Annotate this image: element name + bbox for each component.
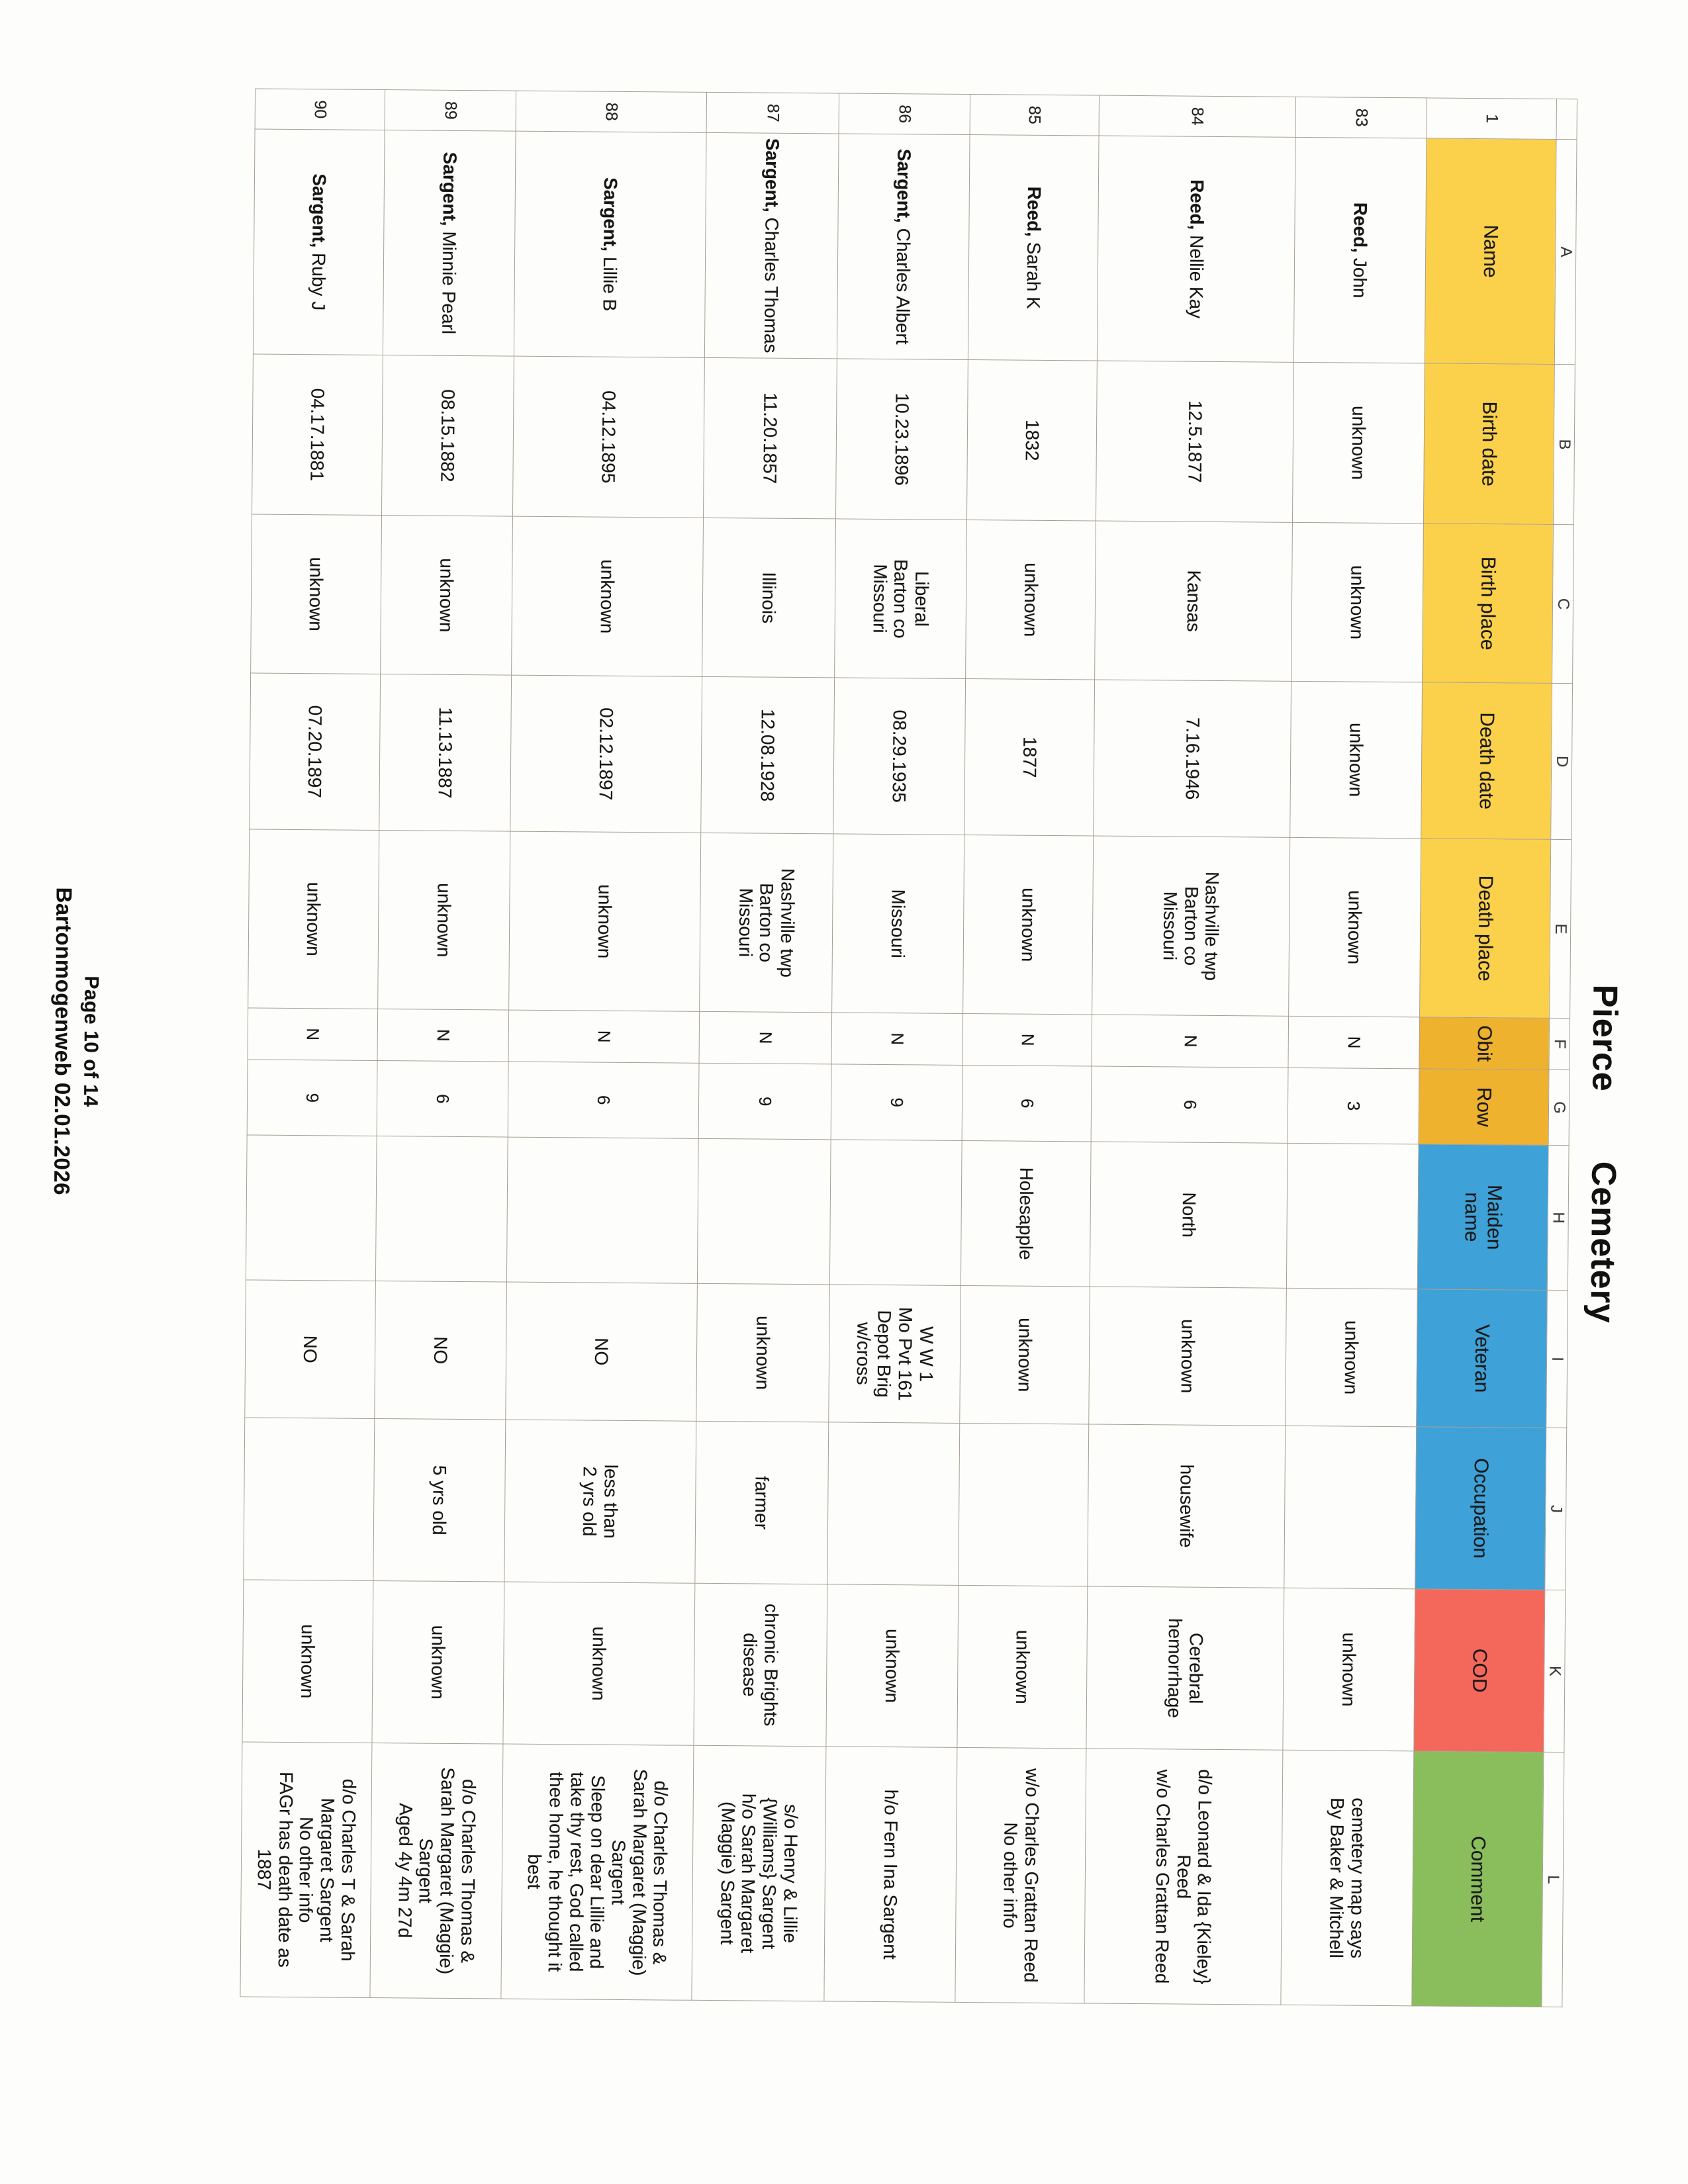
cell-birth_date: 12.5.1877 <box>1096 361 1293 523</box>
column-letter-A: A <box>1554 140 1577 365</box>
cell-birth_date: 1832 <box>966 360 1097 522</box>
cell-comment: w/o Charles Grattan Reed No other info <box>955 1748 1086 2004</box>
cell-comment: d/o Charles Thomas & Sarah Margaret (Maggie) Sargent Sleep on dear Lillie and take thy rest, God called thee home, he thought it best <box>500 1745 693 2001</box>
header-cell-maiden_name: Maiden name <box>1417 1144 1548 1291</box>
cell-cod: unknown <box>371 1581 504 1745</box>
cell-comment: s/o Henry & Lillie {Williams} Sargent h/o Sarah Margaret (Maggie) Sargent <box>691 1746 825 2002</box>
row-number-header: 1 <box>1427 97 1556 140</box>
column-letter-F: F <box>1548 1019 1570 1070</box>
header-cell-obit: Obit <box>1419 1017 1549 1070</box>
cell-death_place: unknown <box>508 832 700 1012</box>
cell-veteran: NO <box>505 1283 697 1422</box>
cell-death_place: unknown <box>1288 838 1421 1018</box>
cell-birth_place: Liberal Barton co Missouri <box>834 519 966 679</box>
cell-row: 9 <box>831 1064 962 1141</box>
cell-obit: N <box>1288 1017 1419 1069</box>
cell-maiden_name <box>246 1135 377 1281</box>
column-letter-B: B <box>1553 365 1575 525</box>
cell-birth_place: unknown <box>250 515 381 675</box>
cell-name: Reed, John <box>1293 138 1427 364</box>
cell-comment: h/o Fern Ina Sargent <box>823 1747 957 2003</box>
cell-obit: N <box>508 1011 700 1064</box>
header-cell-birth_date: Birth date <box>1423 363 1554 525</box>
cell-death_place: unknown <box>962 835 1093 1015</box>
cell-death_date: 02.12.1897 <box>510 676 702 833</box>
cell-comment: d/o Charles Thomas & Sarah Margaret (Maggie) Sargent Aged 4y 4m 27d <box>369 1743 502 1999</box>
header-cell-name: Name <box>1425 138 1556 365</box>
cell-name: Reed, Nellie Kay <box>1097 136 1295 363</box>
row-number: 87 <box>706 92 839 134</box>
header-cell-cod: COD <box>1413 1589 1544 1752</box>
cell-comment: d/o Charles T & Sarah Margaret Sargent No other info FAGr has death date as 1887 <box>240 1742 371 1998</box>
spreadsheet-sheet <box>0 87 1644 2025</box>
table-row-84 <box>1084 95 1295 2023</box>
row-number: 85 <box>970 94 1099 136</box>
column-letter-L: L <box>1541 1752 1564 2007</box>
table-body <box>240 89 1427 2024</box>
cell-cod: unknown <box>502 1582 694 1746</box>
header-cell-death_date: Death date <box>1421 682 1552 840</box>
row-number: 86 <box>839 93 970 135</box>
sheet-title <box>1582 984 1624 1324</box>
cell-cod: Cerebral hemorrhage <box>1086 1586 1284 1750</box>
header-cell-birth_place: Birth place <box>1422 523 1553 684</box>
cell-death_place: Nashville twp Barton co Missouri <box>1092 837 1289 1017</box>
cell-occupation <box>1284 1426 1416 1590</box>
cell-veteran: NO <box>374 1281 506 1420</box>
row-number: 84 <box>1099 95 1295 138</box>
cell-occupation: housewife <box>1087 1424 1285 1588</box>
cell-occupation <box>243 1418 374 1581</box>
cell-name: Sargent, Lillie B <box>514 132 706 358</box>
cell-cod: unknown <box>957 1586 1087 1749</box>
cell-occupation <box>827 1422 959 1586</box>
spreadsheet-table <box>240 89 1577 2025</box>
row-number: 88 <box>516 91 706 133</box>
cell-maiden_name <box>506 1138 698 1284</box>
cell-row: 9 <box>698 1064 831 1140</box>
table-row-86 <box>823 93 970 2019</box>
cell-row: 6 <box>377 1061 508 1138</box>
cell-row: 6 <box>962 1066 1092 1142</box>
cell-birth_place: Kansas <box>1094 522 1292 682</box>
table-row-88 <box>500 91 706 2018</box>
row-number: 83 <box>1295 97 1427 139</box>
cell-veteran: unknown <box>1088 1287 1286 1426</box>
column-letter-I: I <box>1546 1291 1568 1428</box>
cell-death_date: 1877 <box>964 679 1094 837</box>
cell-veteran: unknown <box>1285 1289 1417 1428</box>
cell-name: Sargent, Charles Thomas <box>704 133 839 359</box>
cell-birth_date: 08.15.1882 <box>381 355 514 517</box>
cell-row: 6 <box>508 1062 699 1139</box>
header-cell-occupation: Occupation <box>1415 1427 1546 1590</box>
cell-birth_place: unknown <box>1291 523 1423 683</box>
table-row-83 <box>1280 97 1427 2023</box>
column-letter-K: K <box>1543 1590 1566 1752</box>
table-row-89 <box>369 89 516 2016</box>
cell-obit: N <box>377 1009 509 1062</box>
column-letter-C: C <box>1552 525 1574 684</box>
cell-occupation <box>958 1424 1088 1587</box>
cell-obit: N <box>962 1014 1092 1067</box>
header-cell-row: Row <box>1419 1069 1549 1146</box>
cell-comment: cemetery map says By Baker & Mitchell <box>1280 1751 1413 2007</box>
footer-page-number: Page 10 of 14 <box>79 976 103 1107</box>
column-letter-D: D <box>1550 684 1573 840</box>
cell-veteran: NO <box>244 1280 375 1419</box>
header-cell-comment: Comment <box>1411 1751 1543 2007</box>
cell-birth_place: unknown <box>965 520 1096 680</box>
cell-birth_date: unknown <box>1292 363 1425 524</box>
cell-row: 9 <box>247 1060 377 1136</box>
cell-death_date: 12.08.1928 <box>700 677 834 835</box>
cell-obit: N <box>248 1008 378 1061</box>
cell-death_place: unknown <box>248 829 379 1009</box>
cell-name: Reed, Sarah K <box>968 135 1099 361</box>
cell-birth_place: Illinois <box>702 518 835 678</box>
cell-birth_date: 04.17.1881 <box>252 355 383 516</box>
cell-occupation: 5 yrs old <box>373 1419 505 1582</box>
cell-birth_date: 04.12.1895 <box>512 357 704 518</box>
cell-maiden_name: North <box>1090 1142 1288 1288</box>
cell-cod: chronic Brights disease <box>693 1584 827 1747</box>
cell-veteran: unknown <box>696 1284 829 1423</box>
cell-maiden_name <box>829 1140 962 1286</box>
cell-obit: N <box>699 1012 832 1065</box>
title-word-pierce: Pierce <box>1585 984 1624 1092</box>
cell-birth_date: 10.23.1896 <box>835 359 968 520</box>
column-letter-E: E <box>1549 840 1571 1019</box>
column-letter-H: H <box>1547 1146 1570 1291</box>
cell-maiden_name: Holesapple <box>961 1141 1091 1287</box>
cell-birth_date: 11.20.1857 <box>703 358 837 520</box>
header-cell-death_place: Death place <box>1419 839 1550 1019</box>
cell-veteran: W W 1 Mo Pvt 161 Depot Brig w/cross <box>828 1285 961 1424</box>
cell-birth_place: unknown <box>380 516 512 676</box>
table-row-87 <box>691 92 839 2019</box>
cell-death_date: 07.20.1897 <box>249 673 380 831</box>
title-word-cemetery: Cemetery <box>1583 1161 1623 1324</box>
table-row-90 <box>240 89 385 2015</box>
cell-maiden_name <box>697 1139 831 1285</box>
cell-maiden_name <box>1286 1144 1419 1290</box>
cell-obit: N <box>831 1013 963 1066</box>
cell-birth_place: unknown <box>511 517 703 677</box>
cell-veteran: unknown <box>959 1286 1090 1425</box>
page-footer <box>42 87 109 1996</box>
header-row <box>1411 97 1556 2024</box>
cell-name: Sargent, Ruby J <box>253 130 385 356</box>
cell-death_date: 08.29.1935 <box>833 678 965 835</box>
cell-death_place: Missouri <box>831 834 964 1014</box>
cell-row: 3 <box>1288 1068 1419 1145</box>
cell-death_date: unknown <box>1289 682 1422 839</box>
cell-maiden_name <box>375 1136 508 1283</box>
footer-source-date: Bartonmogenweb 02.01.2026 <box>49 887 77 1196</box>
cell-name: Sargent, Minnie Pearl <box>383 130 516 357</box>
cell-death_date: 11.13.1887 <box>379 674 511 832</box>
column-letter-G: G <box>1548 1070 1570 1146</box>
cell-occupation: less than 2 yrs old <box>504 1420 696 1584</box>
cell-cod: unknown <box>1282 1588 1415 1752</box>
header-cell-veteran: Veteran <box>1416 1289 1547 1428</box>
row-number: 90 <box>255 89 385 131</box>
cell-occupation: farmer <box>694 1422 828 1585</box>
cell-death_date: 7.16.1946 <box>1093 680 1291 838</box>
cell-cod: unknown <box>242 1580 373 1743</box>
cell-death_place: Nashville twp Barton co Missouri <box>699 833 833 1013</box>
corner-letters-cell <box>1556 99 1577 140</box>
table-row-85 <box>955 94 1099 2021</box>
cell-comment: d/o Leonard & Ida {Kieley} Reed w/o Charles Grattan Reed <box>1084 1749 1282 2005</box>
cell-name: Sargent, Charles Albert <box>837 134 970 360</box>
cell-cod: unknown <box>825 1584 958 1748</box>
cell-row: 6 <box>1091 1066 1288 1143</box>
column-letter-J: J <box>1544 1428 1567 1590</box>
cell-obit: N <box>1091 1015 1288 1068</box>
row-number: 89 <box>385 89 516 132</box>
cell-death_place: unknown <box>377 831 510 1011</box>
